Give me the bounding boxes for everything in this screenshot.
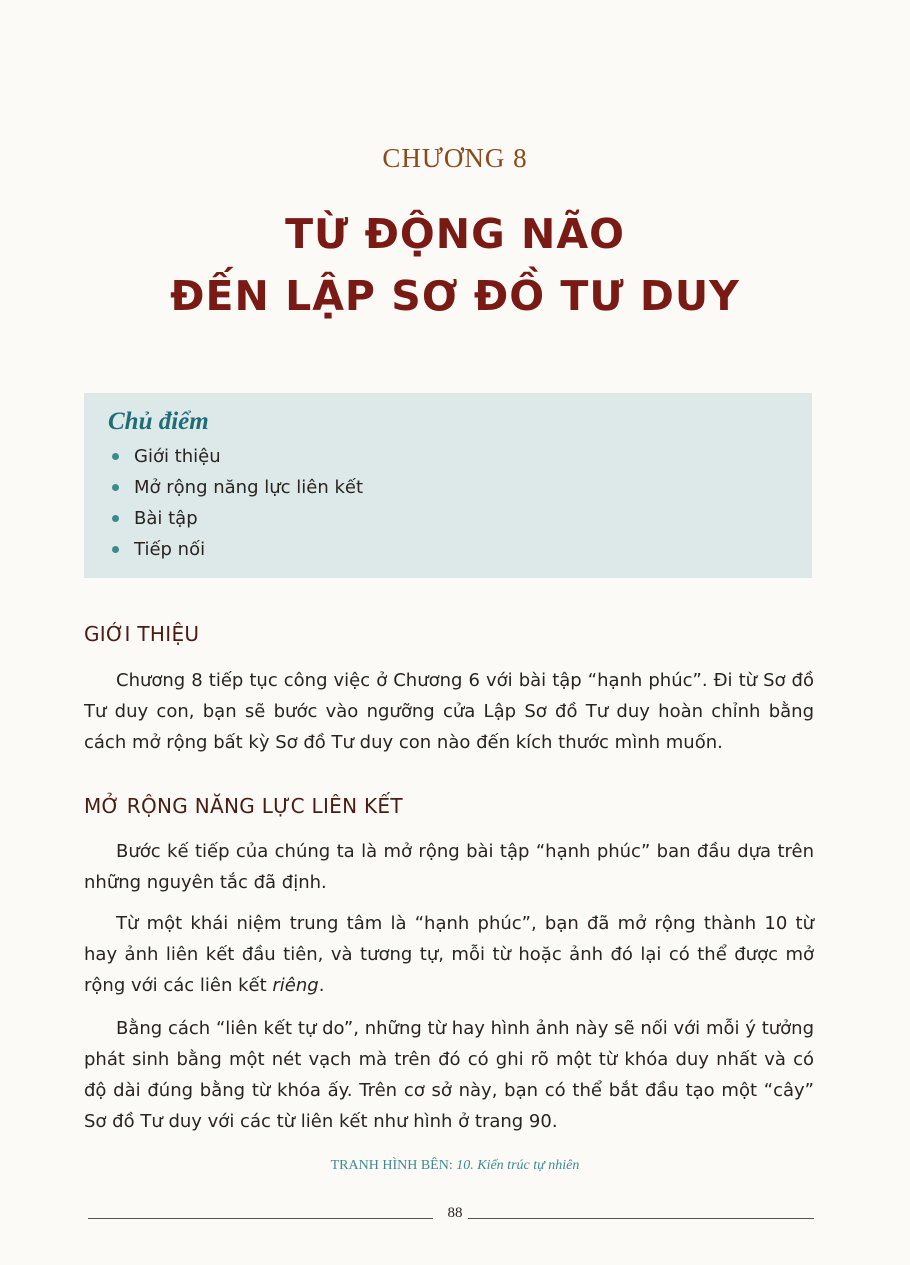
topic-item <box>108 503 788 534</box>
section-heading-intro: GIỚI THIỆU <box>84 622 200 646</box>
paragraph-association-1: Bước kế tiếp của chúng ta là mở rộng bài tập “hạnh phúc” ban đầu dựa trên những nguyên tắc đã định. <box>84 841 814 893</box>
chapter-title-line-1: TỪ ĐỘNG NÃO <box>285 210 625 258</box>
paragraph-text: Từ một khái niệm trung tâm là “hạnh phúc”, bạn đã mở rộng thành 10 từ hay ảnh liên kết đầu tiên, và tương tự, mỗi từ hoặc ảnh đó lại có thể được mở rộng với các liên kết <box>84 913 814 996</box>
chapter-label: CHƯƠNG 8 <box>382 143 528 173</box>
topics-heading: Chủ điểm <box>108 408 209 435</box>
paragraph-association-2 <box>84 908 814 1001</box>
topic-item-label: Giới thiệu <box>134 446 221 467</box>
bullet-icon <box>112 453 119 460</box>
paragraph-intro: Chương 8 tiếp tục công việc ở Chương 6 với bài tập “hạnh phúc”. Đi từ Sơ đồ Tư duy con, bạn sẽ bước vào ngưỡng cửa Lập Sơ đồ Tư duy hoàn chỉnh bằng cách mở rộng bất kỳ Sơ đồ Tư duy con nào đến kích thước mình muốn. <box>84 670 814 753</box>
topic-item <box>108 472 788 503</box>
section-heading-association: MỞ RỘNG NĂNG LỰC LIÊN KẾT <box>84 794 403 818</box>
footer-rule-right <box>468 1218 814 1219</box>
bullet-icon <box>112 546 119 553</box>
topic-item-label: Bài tập <box>134 508 198 529</box>
topics-box <box>84 393 812 578</box>
page-number: 88 <box>447 1205 463 1221</box>
caption-label: TRANH HÌNH BÊN: <box>330 1158 453 1173</box>
paragraph-text: . <box>318 975 325 996</box>
topics-list <box>108 441 788 565</box>
caption-text: 10. Kiến trúc tự nhiên <box>456 1158 580 1173</box>
topic-item-label: Tiếp nối <box>134 539 206 560</box>
paragraph-association-3: Bằng cách “liên kết tự do”, những từ hay hình ảnh này sẽ nối với mỗi ý tưởng phát sinh bằng một nét vạch mà trên đó có ghi rõ một từ khóa duy nhất và có độ dài đúng bằng từ khóa ấy. Trên cơ sở này, bạn có thể bắt đầu tạo một “cây” Sơ đồ Tư duy với các từ liên kết như hình ở trang 90. <box>84 1018 814 1132</box>
chapter-title <box>0 203 910 327</box>
topic-item-label: Mở rộng năng lực liên kết <box>134 477 364 498</box>
figure-caption <box>0 1158 910 1174</box>
bullet-icon <box>112 515 119 522</box>
bullet-icon <box>112 484 119 491</box>
topic-item <box>108 534 788 565</box>
emphasis-text: riêng <box>272 975 319 996</box>
topic-item <box>108 441 788 472</box>
chapter-title-line-2: ĐẾN LẬP SƠ ĐỒ TƯ DUY <box>170 272 740 320</box>
